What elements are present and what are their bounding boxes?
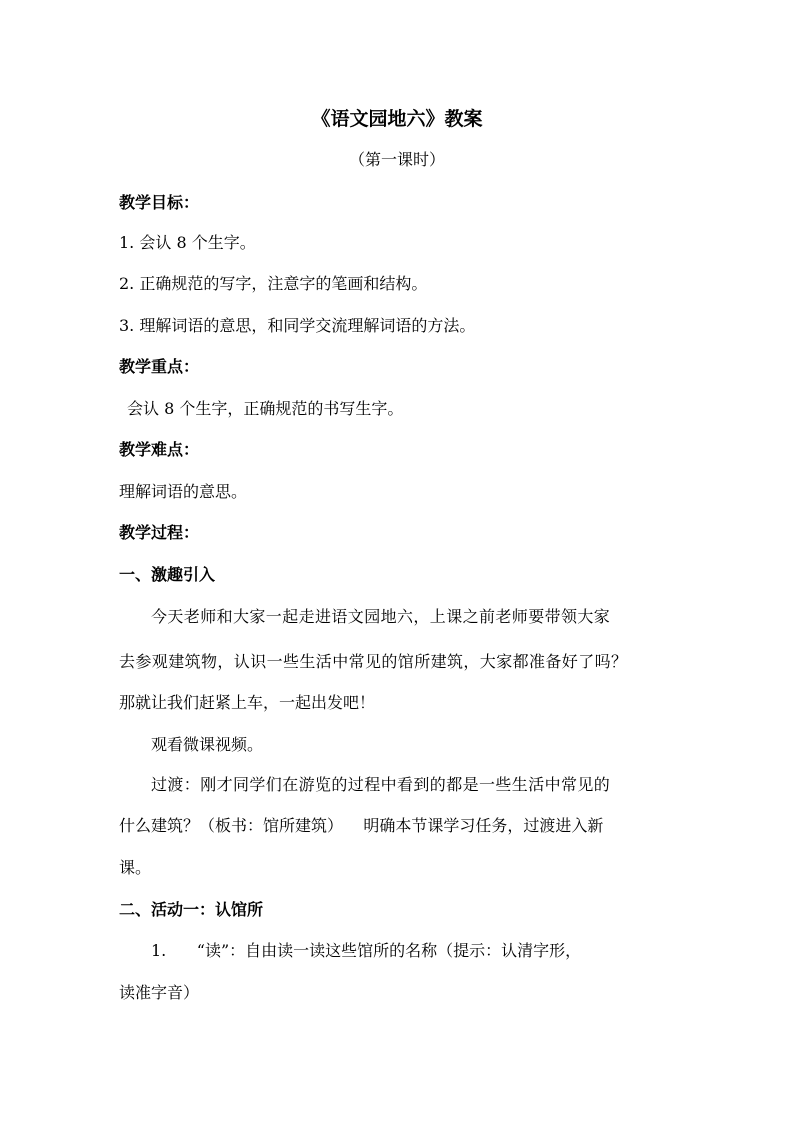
section1-line-3: 那就让我们赶紧上车，一起出发吧！ [119, 693, 376, 712]
key-points-text: 会认 8 个生字，正确规范的书写生字。 [127, 399, 404, 418]
objective-item-1: 1. 会认 8 个生字。 [119, 233, 256, 252]
watch-video-line: 观看微课视频。 [151, 735, 264, 754]
transition-line-2: 什么建筑？（板书：馆所建筑） 明确本节课学习任务，过渡进入新 [119, 816, 604, 835]
key-points-heading: 教学重点： [119, 357, 200, 376]
activity-line-1: 1. “读”：自由读一读这些馆所的名称（提示：认清字形， [151, 941, 582, 960]
document-subtitle: （第一课时） [348, 150, 445, 169]
transition-line-3: 课。 [119, 858, 152, 877]
section2-heading: 二、活动一：认馆所 [119, 900, 264, 919]
difficulties-heading: 教学难点： [119, 440, 200, 459]
section1-line-1: 今天老师和大家一起走进语文园地六，上课之前老师要带领大家 [151, 607, 611, 626]
transition-line-1: 过渡：刚才同学们在游览的过程中看到的都是一些生活中常见的 [151, 775, 611, 794]
objective-item-3: 3. 理解词语的意思，和同学交流理解词语的方法。 [119, 316, 476, 335]
objective-item-2: 2. 正确规范的写字，注意字的笔画和结构。 [119, 274, 428, 293]
objectives-heading: 教学目标： [119, 193, 200, 212]
activity-line-2: 读准字音） [119, 983, 200, 1002]
process-heading: 教学过程： [119, 523, 200, 542]
section1-line-2: 去参观建筑物，认识一些生活中常见的馆所建筑，大家都准备好了吗？ [119, 652, 628, 671]
difficulties-text: 理解词语的意思。 [119, 482, 248, 501]
section1-heading: 一、激趣引入 [119, 565, 216, 584]
document-title: 《语文园地六》教案 [311, 108, 483, 130]
